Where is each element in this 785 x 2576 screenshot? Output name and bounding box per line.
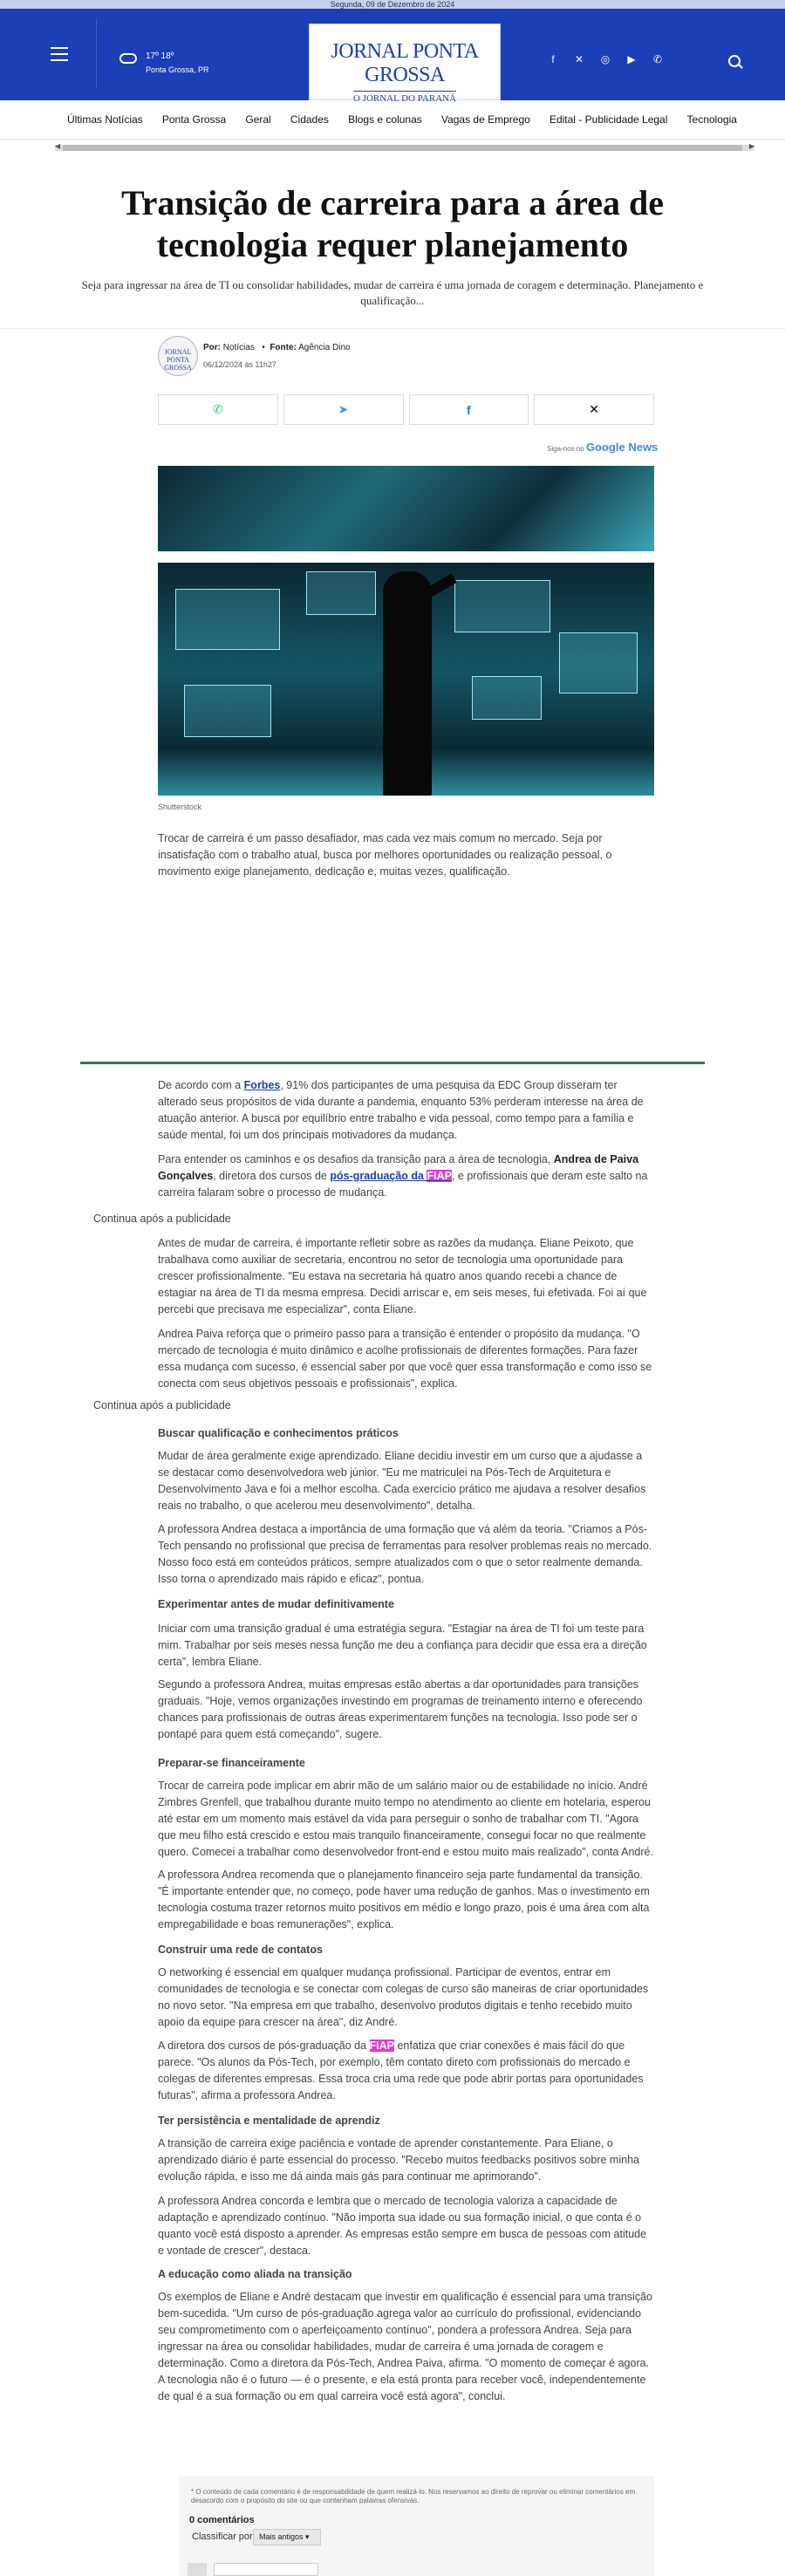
fiap-highlight[interactable]: FIAP (369, 2040, 394, 2052)
nav-item-ponta-grossa[interactable]: Ponta Grossa (161, 113, 227, 126)
header-divider (96, 19, 97, 89)
weather-temps: 17º 18º (146, 51, 174, 61)
article-headline: Transição de carreira para a área de tecnologia requer planejamento (120, 183, 665, 264)
nav-item-geral[interactable]: Geral (245, 113, 271, 126)
paragraph-12: O networking é essencial em qualquer mudança profissional. Participar de eventos, entrar em comunidades de tecnologia e se conectar com colegas de curso são maneiras de criar oportunidades no novo setor. "Na empresa em que trabalho, desenvolvo produtos digitais e tenho recebido muito apoio da equipe para crescer na área", diz André. (158, 1966, 649, 2028)
share-whatsapp-button[interactable] (158, 394, 278, 425)
paragraph-16: Os exemplos de Eliane e André destacam que investir em qualificação é essencial para uma transição bem-sucedida. "Um curso de pós-graduação agrega valor ao currículo do profissional, evidenciando seu comprometimento com o aperfeiçoamento contínuo", pondera a professora Andrea. Seja para ingressar na área ou consolidar habilidades, mudar de carreira é uma jornada de coragem e determinação. Como a diretora da Pós-Tech, Andrea Paiva, afirma. "O momento de começar é agora. A tecnologia não é o futuro — é o presente, e ela está pronta para receber você, independentemente de qual é a sua formação ou em qual carreira você está agora", conclui. (158, 2291, 652, 2402)
section-heading-4: Construir uma rede de contatos (158, 1944, 323, 1956)
nav-item-edital[interactable]: Edital - Publicidade Legal (549, 113, 668, 126)
paragraph-13: A diretora dos cursos de pós-graduação da FIAP enfatiza que criar conexões é mais fácil do que parece. "Os alunos da Pós-Tech, por exemplo, têm contato direto com profissionais do mercado e colegas de diferentes empresas. Essa troca cria uma rede que pode abrir portas para oportunidades futuras", afirma a professora Andrea. (158, 2040, 644, 2101)
whatsapp-icon: ✆ (213, 402, 223, 416)
facebook-icon[interactable]: f (551, 53, 555, 65)
source-label: Fonte: (270, 343, 297, 352)
share-telegram-button[interactable] (283, 394, 404, 425)
share-facebook-button[interactable] (409, 394, 529, 425)
author-avatar: JORNAL PONTA GROSSA (158, 336, 198, 376)
logo-name: JORNAL PONTA GROSSA (331, 40, 479, 86)
comments-disclaimer: * O conteúdo de cada comentário é de responsabilidade de quem realizá-lo. Nos reservamos ao direito de reprovar ou eliminar comentários em desacordo com o propósito do site ou que contenham palavras ofensivas. (191, 2488, 636, 2504)
paragraph-14: A transição de carreira exige paciência e vontade de aprender constantemente. Para Eliane, o aprendizado diário é parte essencial do processo. "Recebo muitos feedbacks positivos sobre minha evolução rápida, e isso me dá ainda mais gás para continuar me aprimorando". (158, 2137, 639, 2183)
paragraph-11: A professora Andrea recomenda que o planejamento financeiro seja parte fundamental da transição. "É importante entender que, no começo, pode haver uma redução de ganhos. Mas o investimento em tecnologia costuma trazer retornos muito positivos em médio e longo prazo, pois é uma área com alta empregabilidade e boas remunerações", explica. (158, 1869, 650, 1930)
paragraph-4: Antes de mudar de carreira, é importante refletir sobre as razões da mudança. Eliane Peixoto, que trabalhava como auxiliar de secretaria, encontrou no setor de tecnologia uma oportunidade para crescer profissionalmente. "Eu estava na secretaria há quatro anos quando recebi a chance de estagiar na área de TI da mesma empresa. Decidi arriscar e, em seis meses, fui efetivada. Foi aí que percebi que precisava me especializar", conta Eliane. (158, 1237, 647, 1315)
section-heading-5: Ter persistência e mentalidade de aprendiz (158, 2115, 380, 2127)
paragraph-10: Trocar de carreira pode implicar em abrir mão de um salário maior ou de estabilidade no início. André Zimbres Grenfell, que trabalhou durante muito tempo no atendimento ao cliente em hotelaria, esperou até estar em um momento mais estável da vida para perseguir o sonho de trabalhar com TI. "Agora que meu filho está crescido e estou mais tranquilo financeiramente, consegui focar no que realmente quero. Comecei a trabalhar como desenvolvedor front-end e estou muito mais realizado", conta André. (158, 1780, 653, 1858)
youtube-icon[interactable]: ▶ (627, 53, 636, 65)
cloud-icon (119, 53, 137, 64)
menu-icon[interactable] (51, 47, 68, 61)
fiap-link[interactable]: pós-graduação da FIAP (330, 1170, 452, 1182)
whatsapp-icon[interactable]: ✆ (652, 53, 663, 65)
woman-silhouette (383, 571, 432, 796)
x-icon[interactable]: ✕ (574, 53, 584, 65)
ad-divider (80, 1062, 705, 1064)
comments-count: 0 comentários (189, 2515, 255, 2525)
comment-input[interactable] (214, 2563, 318, 2576)
source-value: Agência Dino (298, 343, 351, 352)
section-heading-2: Experimentar antes de mudar definitivamente (158, 1598, 394, 1610)
gnews-brand: Google News (585, 441, 659, 454)
current-date: Segunda, 09 de Dezembro de 2024 (330, 0, 455, 9)
gnews-label: Siga-nos no (547, 445, 584, 453)
image-caption: Shutterstock (158, 803, 202, 811)
article-byline (158, 336, 481, 379)
ad-label-1: Continua após a publicidade (93, 1213, 231, 1225)
paragraph-6: Mudar de área geralmente exige aprendizado. Eliane decidiu investir em um curso que a ajudasse a se destacar como desenvolvedora web júnior. "Eu me matriculei na Pós-Tech de Arquitetura e Desenvolvimento Java e foi a melhor escolha. Cada exercício prático me ajudava a resolver desafios reais no trabalho, o que acelerou meu desenvolvimento", detalha. (158, 1450, 646, 1512)
paragraph-9: Segundo a professora Andrea, muitas empresas estão abertas a dar oportunidades para transições graduais. "Hoje, vemos organizações investindo em programas de treinamento interno e oferecendo chances para profissionais de outras áreas experimentarem funções na tecnologia. Isso pode ser o pontapé para quem está começando", sugere. (158, 1678, 643, 1740)
social-links (546, 52, 665, 66)
logo-tagline: O JORNAL DO PARANÁ (353, 91, 456, 104)
by-label: Por: (203, 343, 221, 352)
paragraph-3: Para entender os caminhos e os desafios da transição para a área de tecnologia, Andrea de Paiva Gonçalves, diretora dos cursos de pós-graduação da FIAP, e profissionais que deram este salto na carreira falaram sobre o processo de mudança. (158, 1153, 648, 1199)
paragraph-1: Trocar de carreira é um passo desafiador, mas cada vez mais comum no mercado. Seja por insatisfação com o trabalho atual, busca por melhores oportunidades ou realização pessoal, o movimento exige planejamento, dedicação e, muitas vezes, qualificação. (158, 832, 612, 878)
nav-scrollbar[interactable] (0, 140, 785, 155)
nav-item-vagas[interactable]: Vagas de Emprego (440, 113, 530, 126)
top-date-bar (0, 0, 785, 9)
google-news-link[interactable] (547, 441, 658, 454)
comments-section (179, 2476, 654, 2576)
paragraph-5: Andrea Paiva reforça que o primeiro passo para a transição é entender o propósito da mudança. "O mercado de tecnologia é muito dinâmico e acolhe profissionais de diferentes formações. Para fazer essa mudança com sucesso, é essencial saber por que você quer essa transformação e como isso se conecta com seus objetivos pessoais e profissionais", explica. (158, 1328, 652, 1390)
article-main-image (158, 563, 654, 796)
commenter-avatar (188, 2563, 207, 2576)
article-banner-image (158, 466, 654, 551)
facebook-icon: f (467, 402, 471, 417)
scroll-right-icon[interactable]: ▶ (748, 142, 754, 150)
nav-item-cidades[interactable]: Cidades (290, 113, 329, 126)
x-icon: ✕ (589, 402, 599, 416)
section-heading-6: A educação como aliada na transição (158, 2268, 352, 2280)
paragraph-7: A professora Andrea destaca a importância de uma formação que vá além da teoria. "Criamos a Pós-Tech pensando no profissional que precisa de ferramentas para resolver problemas reais no mercado. Nosso foco está em conteúdos práticos, sempre atualizados com o que o setor realmente demanda. Isso torna o aprendizado mais rápido e eficaz", pontua. (158, 1523, 652, 1585)
section-heading-3: Preparar-se financeiramente (158, 1757, 305, 1769)
ad-label-2: Continua após a publicidade (93, 1399, 231, 1411)
publish-date: 06/12/2024 às 11h27 (203, 360, 276, 369)
main-nav (0, 100, 785, 140)
share-x-button[interactable] (534, 394, 654, 425)
article-subtitle: Seja para ingressar na área de TI ou consolidar habilidades, mudar de carreira é uma jornada de coragem e determinação. Planejamento e qualificação... (81, 278, 704, 307)
scroll-left-icon[interactable]: ◀ (55, 142, 61, 150)
paragraph-2: De acordo com a Forbes, 91% dos participantes de uma pesquisa da EDC Group disseram ter alterado seus propósitos de vida durante a pandemia, enquanto 53% perderam interesse na área de atuação anterior. A busca por equilíbrio entre trabalho e vida pessoal, como tempo para a família e saúde mental, foi um dos principais motivadores da mudança. (158, 1079, 644, 1141)
sort-label: Classificar por (192, 2532, 253, 2542)
divider (0, 328, 785, 329)
nav-item-tecnologia[interactable]: Tecnologia (686, 113, 737, 126)
paragraph-8: Iniciar com uma transição gradual é uma estratégia segura. "Estagiar na área de TI foi um teste para mim. Trabalhar por seis meses nessa função me deu a confiança para decidir que essa era a direção certa", lembra Eliane. (158, 1623, 647, 1668)
nav-item-ultimas-noticias[interactable]: Últimas Notícias (67, 113, 143, 126)
instagram-icon[interactable]: ◎ (600, 53, 611, 65)
telegram-icon: ➤ (338, 402, 349, 416)
share-buttons (158, 394, 654, 425)
weather-city: Ponta Grossa, PR (146, 65, 209, 74)
by-value: Notícias (222, 343, 255, 352)
forbes-link[interactable]: Forbes (243, 1079, 281, 1091)
sort-select[interactable]: Mais antigos ▾ (253, 2529, 321, 2545)
author-meta: Por: Notícias • Fonte: Agência Dino (203, 343, 351, 352)
site-header (0, 9, 785, 104)
paragraph-15: A professora Andrea concorda e lembra que o mercado de tecnologia valoriza a capacidade de adaptação e aprendizado contínuo. "Não importa sua idade ou sua formação inicial, o que conta é o quanto você está disposto a aprender. As empresas estão sempre em busca de pessoas com atitude e vontade de crescer", destaca. (158, 2195, 647, 2257)
nav-item-blogs[interactable]: Blogs e colunas (348, 113, 422, 126)
section-heading-1: Buscar qualificação e conhecimentos práticos (158, 1427, 399, 1439)
site-logo[interactable] (309, 24, 501, 104)
search-icon[interactable] (728, 55, 741, 67)
